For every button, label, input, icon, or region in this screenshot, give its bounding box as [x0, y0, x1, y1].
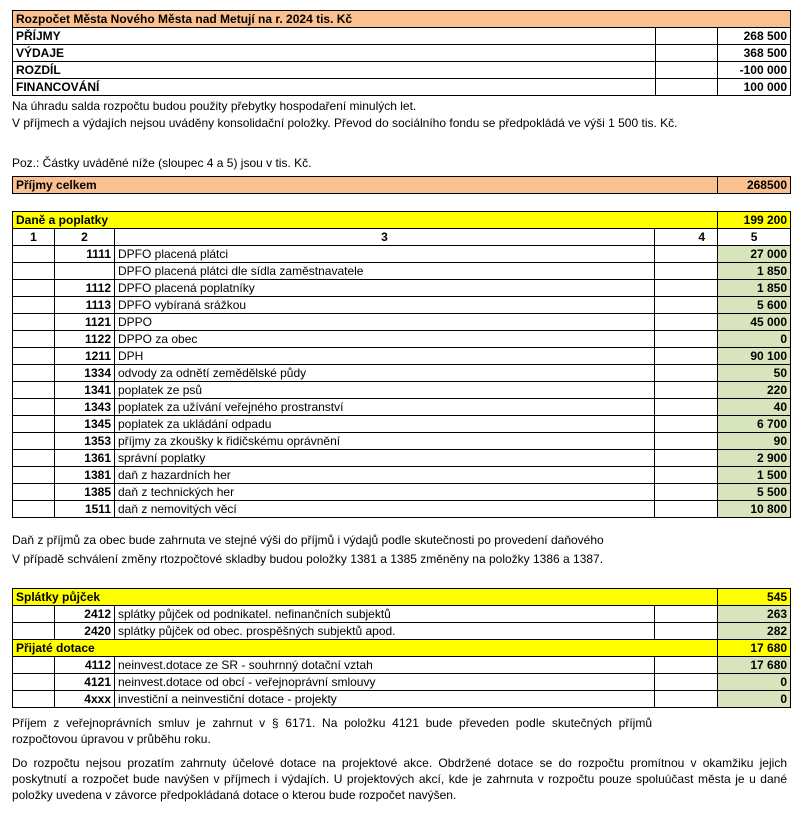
item-code: 1121 — [55, 314, 115, 331]
table-row — [13, 467, 791, 484]
item-value: 5 500 — [718, 484, 791, 501]
table-row — [13, 331, 791, 348]
item-code: 1111 — [55, 246, 115, 263]
table-row — [13, 501, 791, 518]
item-name: neinvest.dotace ze SR - souhrnný dotační vztah — [115, 657, 655, 674]
item-name: splátky půjček od podnikatel. nefinančních subjektů — [115, 606, 655, 623]
item-code: 1345 — [55, 416, 115, 433]
item-name: splátky půjček od obec. prospěšných subjektů apod. — [115, 623, 655, 640]
item-code: 1334 — [55, 365, 115, 382]
table-row — [13, 606, 791, 623]
summary-row: FINANCOVÁNÍ 100 000 — [13, 79, 791, 96]
item-value: 2 900 — [718, 450, 791, 467]
item-value: 1 500 — [718, 467, 791, 484]
item-code: 1343 — [55, 399, 115, 416]
item-code: 1353 — [55, 433, 115, 450]
item-code: 1113 — [55, 297, 115, 314]
item-name: investiční a neinvestiční dotace - projekty — [115, 691, 655, 708]
item-value: 282 — [718, 623, 791, 640]
dotace-header-value: 17 680 — [718, 640, 791, 657]
table-row — [13, 246, 791, 263]
item-name: DPPO za obec — [115, 331, 655, 348]
item-value: 0 — [718, 331, 791, 348]
table-row — [13, 365, 791, 382]
table-row — [13, 314, 791, 331]
column-numbers-row: 1 2 3 4 5 — [13, 229, 791, 246]
item-value: 1 850 — [718, 280, 791, 297]
item-code — [55, 263, 115, 280]
item-code: 4112 — [55, 657, 115, 674]
item-code: 2412 — [55, 606, 115, 623]
note-castky: Poz.: Částky uváděné níže (sloupec 4 a 5) jsou v tis. Kč. — [12, 156, 312, 170]
table-row — [13, 623, 791, 640]
item-code: 4xxx — [55, 691, 115, 708]
item-value: 40 — [718, 399, 791, 416]
item-code: 2420 — [55, 623, 115, 640]
item-code: 1361 — [55, 450, 115, 467]
dane-header-label: Daně a poplatky — [13, 212, 718, 229]
item-value: 90 — [718, 433, 791, 450]
table-row — [13, 297, 791, 314]
item-value: 90 100 — [718, 348, 791, 365]
item-name: poplatek za užívání veřejného prostranství — [115, 399, 655, 416]
table-row — [13, 263, 791, 280]
item-value: 5 600 — [718, 297, 791, 314]
table-row — [13, 657, 791, 674]
item-name: příjmy za zkoušky k řidičskému oprávnění — [115, 433, 655, 450]
item-name: DPH — [115, 348, 655, 365]
item-value: 220 — [718, 382, 791, 399]
item-code: 1341 — [55, 382, 115, 399]
item-code: 1511 — [55, 501, 115, 518]
item-name: odvody za odnětí zemědělské půdy — [115, 365, 655, 382]
item-code: 1211 — [55, 348, 115, 365]
item-value: 45 000 — [718, 314, 791, 331]
item-name: poplatek ze psů — [115, 382, 655, 399]
note-verejnopravni: Příjem z veřejnoprávních smluv je zahrnut v § 6171. Na položku 4121 bude převeden podle skutečných příjmů rozpočtovou úpravou v průběhu roku. — [12, 716, 652, 746]
item-value: 0 — [718, 674, 791, 691]
summary-row: VÝDAJE 368 500 — [13, 45, 791, 62]
table-row — [13, 433, 791, 450]
splatky-header-value: 545 — [718, 589, 791, 606]
item-value: 263 — [718, 606, 791, 623]
table-row — [13, 348, 791, 365]
table-row — [13, 399, 791, 416]
item-code: 1381 — [55, 467, 115, 484]
item-name: správní poplatky — [115, 450, 655, 467]
item-name: DPFO placená plátci — [115, 246, 655, 263]
prijmy-celkem-value: 268500 — [718, 177, 791, 194]
dotace-header-label: Přijaté dotace — [13, 640, 718, 657]
splatky-header-label: Splátky půjček — [13, 589, 718, 606]
table-row — [13, 484, 791, 501]
item-name: poplatek za ukládání odpadu — [115, 416, 655, 433]
item-name: DPPO — [115, 314, 655, 331]
item-value: 1 850 — [718, 263, 791, 280]
item-value: 0 — [718, 691, 791, 708]
item-name: DPFO placená plátci dle sídla zaměstnavatele — [115, 263, 655, 280]
item-name: DPFO placená poplatníky — [115, 280, 655, 297]
summary-table — [12, 10, 791, 96]
summary-row: PŘÍJMY 268 500 — [13, 28, 791, 45]
item-name: daň z hazardních her — [115, 467, 655, 484]
table-row — [13, 382, 791, 399]
dane-table — [12, 211, 791, 518]
item-code: 1385 — [55, 484, 115, 501]
splatky-dotace-table — [12, 588, 791, 708]
table-row — [13, 674, 791, 691]
table-row — [13, 416, 791, 433]
item-value: 27 000 — [718, 246, 791, 263]
item-name: daň z nemovitých věcí — [115, 501, 655, 518]
table-row — [13, 450, 791, 467]
table-row — [13, 280, 791, 297]
prijmy-celkem-label: Příjmy celkem — [13, 177, 718, 194]
table-row — [13, 691, 791, 708]
item-name: DPFO vybíraná srážkou — [115, 297, 655, 314]
item-value: 17 680 — [718, 657, 791, 674]
item-value: 10 800 — [718, 501, 791, 518]
note-saldo: Na úhradu salda rozpočtu budou použity přebytky hospodaření minulých let. — [12, 99, 417, 113]
item-value: 50 — [718, 365, 791, 382]
note-dan-za-obec: Daň z příjmů za obec bude zahrnuta ve stejné výši do příjmů i výdajů podle skutečnosti po provedení daňového — [12, 533, 604, 547]
dane-header-value: 199 200 — [718, 212, 791, 229]
item-value: 6 700 — [718, 416, 791, 433]
item-name: neinvest.dotace od obcí - veřejnoprávní smlouvy — [115, 674, 655, 691]
item-code: 1112 — [55, 280, 115, 297]
item-name: daň z technických her — [115, 484, 655, 501]
note-zmena-skladby: V případě schválení změny rtozpočtové skladby budou položky 1381 a 1385 změněny na položky 1386 a 1387. — [12, 552, 604, 566]
item-code: 1122 — [55, 331, 115, 348]
page-title: Rozpočet Města Nového Města nad Metují na r. 2024 tis. Kč — [13, 11, 791, 28]
note-konsolidace: V příjmech a výdajích nejsou uváděny konsolidační položky. Převod do sociálního fondu se předpokládá ve výši 1 500 tis. Kč. — [12, 116, 678, 130]
note-projekty: Do rozpočtu nejsou prozatím zahrnuty účelové dotace na projektové akce. Obdržené dotace se do rozpočtu promítnou v okamžiku jejich poskytnutí a rozpočet bude navýšen v příjmech i výdajích. U projektových akcí, kde je zahrnuta v rozpočtu pouze spoluúčast města je u dané položky uvedena v závorce předpokládaná dotace o kterou bude rozpočet navýšen. — [12, 756, 787, 802]
summary-row: ROZDÍL -100 000 — [13, 62, 791, 79]
item-code: 4121 — [55, 674, 115, 691]
